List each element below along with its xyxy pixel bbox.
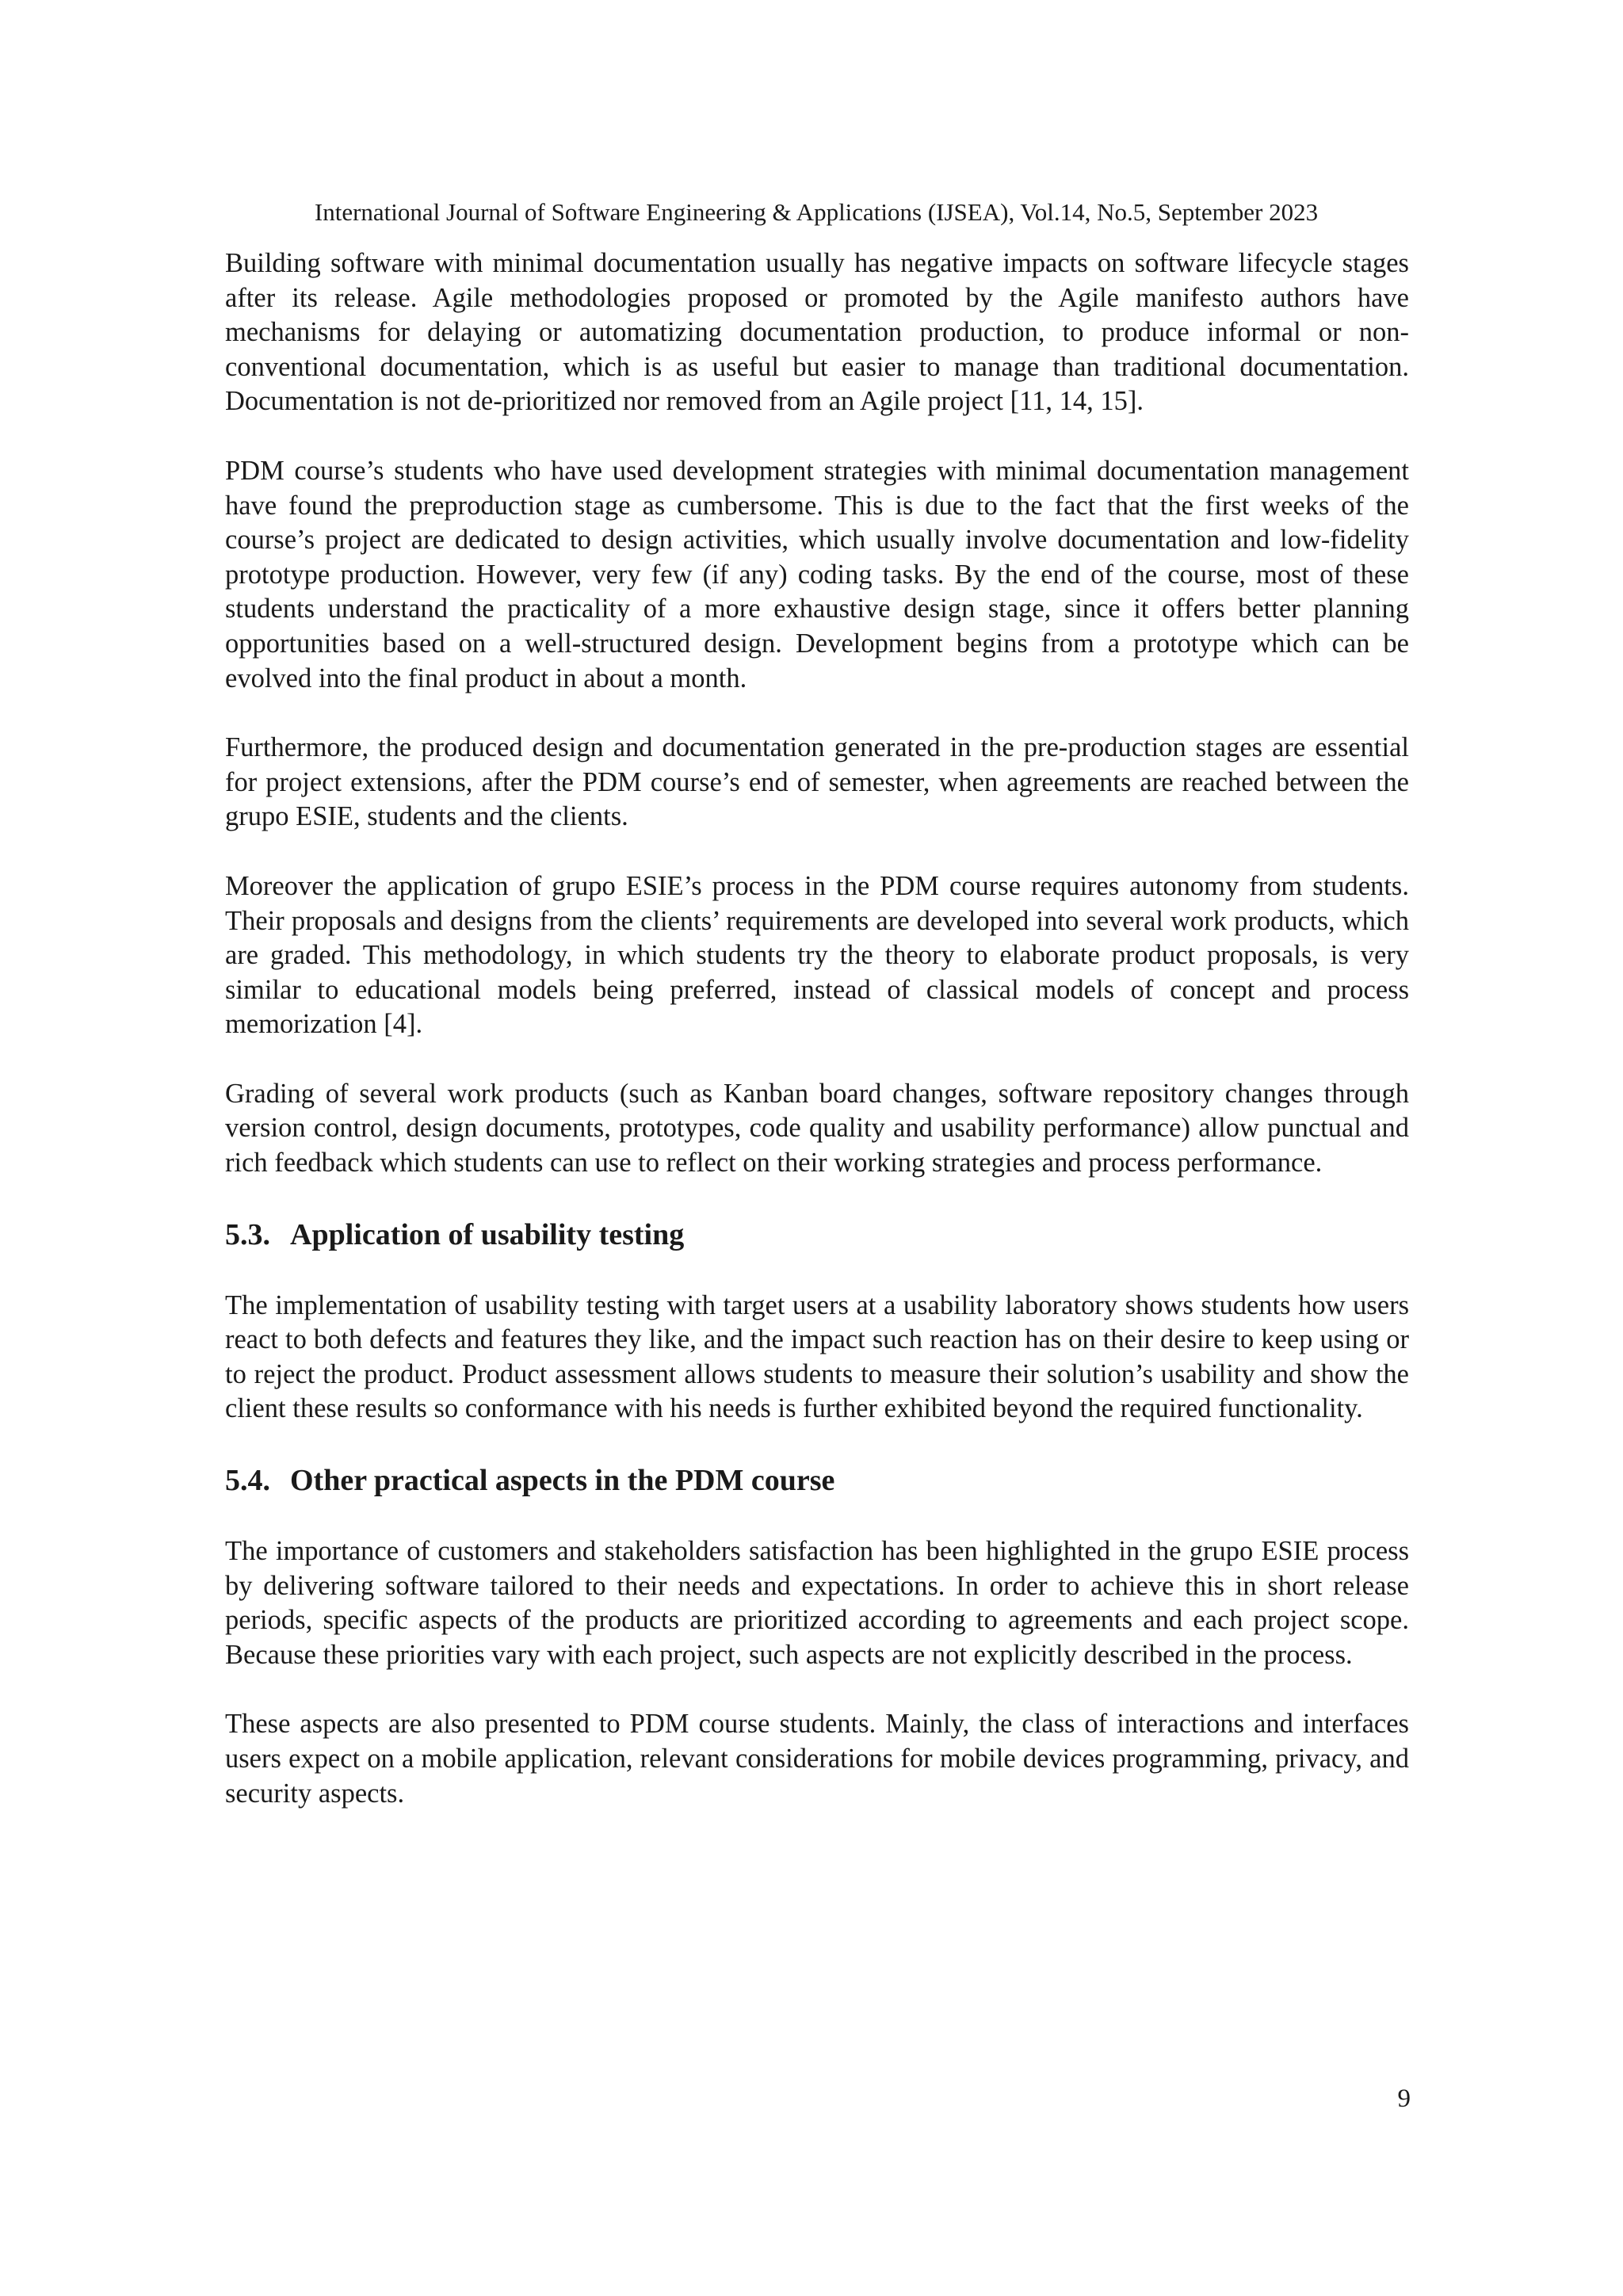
- section-title-5-4: Other practical aspects in the PDM course: [290, 1464, 835, 1498]
- section-heading-5-4: [225, 1461, 1409, 1499]
- paragraph-stakeholder-satisfaction: The importance of customers and stakeholders satisfaction has been highlighted in the grupo ESIE process by delivering software tailored to their needs and expectations. In order to achieve this in short release periods, specific aspects of the products are prioritized according to agreements and each project scope. Because these priorities vary with each project, such aspects are not explicitly described in the process.: [225, 1536, 1409, 1670]
- running-header: International Journal of Software Engineering & Applications (IJSEA), Vol.14, No.5, September 2023: [314, 198, 1319, 226]
- paragraph-mobile-aspects: These aspects are also presented to PDM course students. Mainly, the class of interactions and interfaces users expect on a mobile application, relevant considerations for mobile devices programming, privacy, and security aspects.: [225, 1709, 1409, 1809]
- section-heading-5-3: [225, 1216, 1409, 1254]
- section-number-5-3: 5.3.: [225, 1217, 270, 1251]
- paragraph-student-autonomy: Moreover the application of grupo ESIE’s process in the PDM course requires autonomy from students. Their proposals and designs from the clients’ requirements are developed into several work products, which are graded. This methodology, in which students try the theory to elaborate product proposals, is very similar to educational models being preferred, instead of classical models of concept and process memorization [4].: [225, 870, 1409, 1040]
- paragraph-documentation-impact: Building software with minimal documentation usually has negative impacts on software lifecycle stages after its release. Agile methodologies proposed or promoted by the Agile manifesto authors have mechanisms for delaying or automatizing documentation production, to produce informal or non-conventional documentation, which is as useful but easier to manage than traditional documentation. Documentation is not de-prioritized nor removed from an Agile project [11, 14, 15].: [225, 248, 1409, 417]
- section-title-5-3: Application of usability testing: [290, 1217, 685, 1251]
- paragraph-grading: Grading of several work products (such as Kanban board changes, software repository changes through version control, design documents, prototypes, code quality and usability performance) allow punctual and rich feedback which students can use to reflect on their working strategies and process performance.: [225, 1078, 1409, 1179]
- paragraph-project-extensions: Furthermore, the produced design and documentation generated in the pre-production stages are essential for project extensions, after the PDM course’s end of semester, when agreements are reached between the grupo ESIE, students and the clients.: [225, 732, 1409, 832]
- paragraph-usability-testing: The implementation of usability testing with target users at a usability laboratory shows students how users react to both defects and features they like, and the impact such reaction has on their desire to keep using or to reject the product. Product assessment allows students to measure their solution’s usability and show the client these results so conformance with his needs is further exhibited beyond the required functionality.: [225, 1289, 1409, 1424]
- page-number: 9: [1397, 2084, 1411, 2113]
- paragraph-pdm-students: PDM course’s students who have used development strategies with minimal documentation management have found the preproduction stage as cumbersome. This is due to the fact that the first weeks of the course’s project are dedicated to design activities, which usually involve documentation and low-fidelity prototype production. However, very few (if any) coding tasks. By the end of the course, most of these students understand the practicality of a more exhaustive design stage, since it offers better planning opportunities based on a well-structured design. Development begins from a prototype which can be evolved into the final product in about a month.: [225, 455, 1409, 693]
- section-number-5-4: 5.4.: [225, 1464, 270, 1498]
- body-content: [225, 246, 1409, 1811]
